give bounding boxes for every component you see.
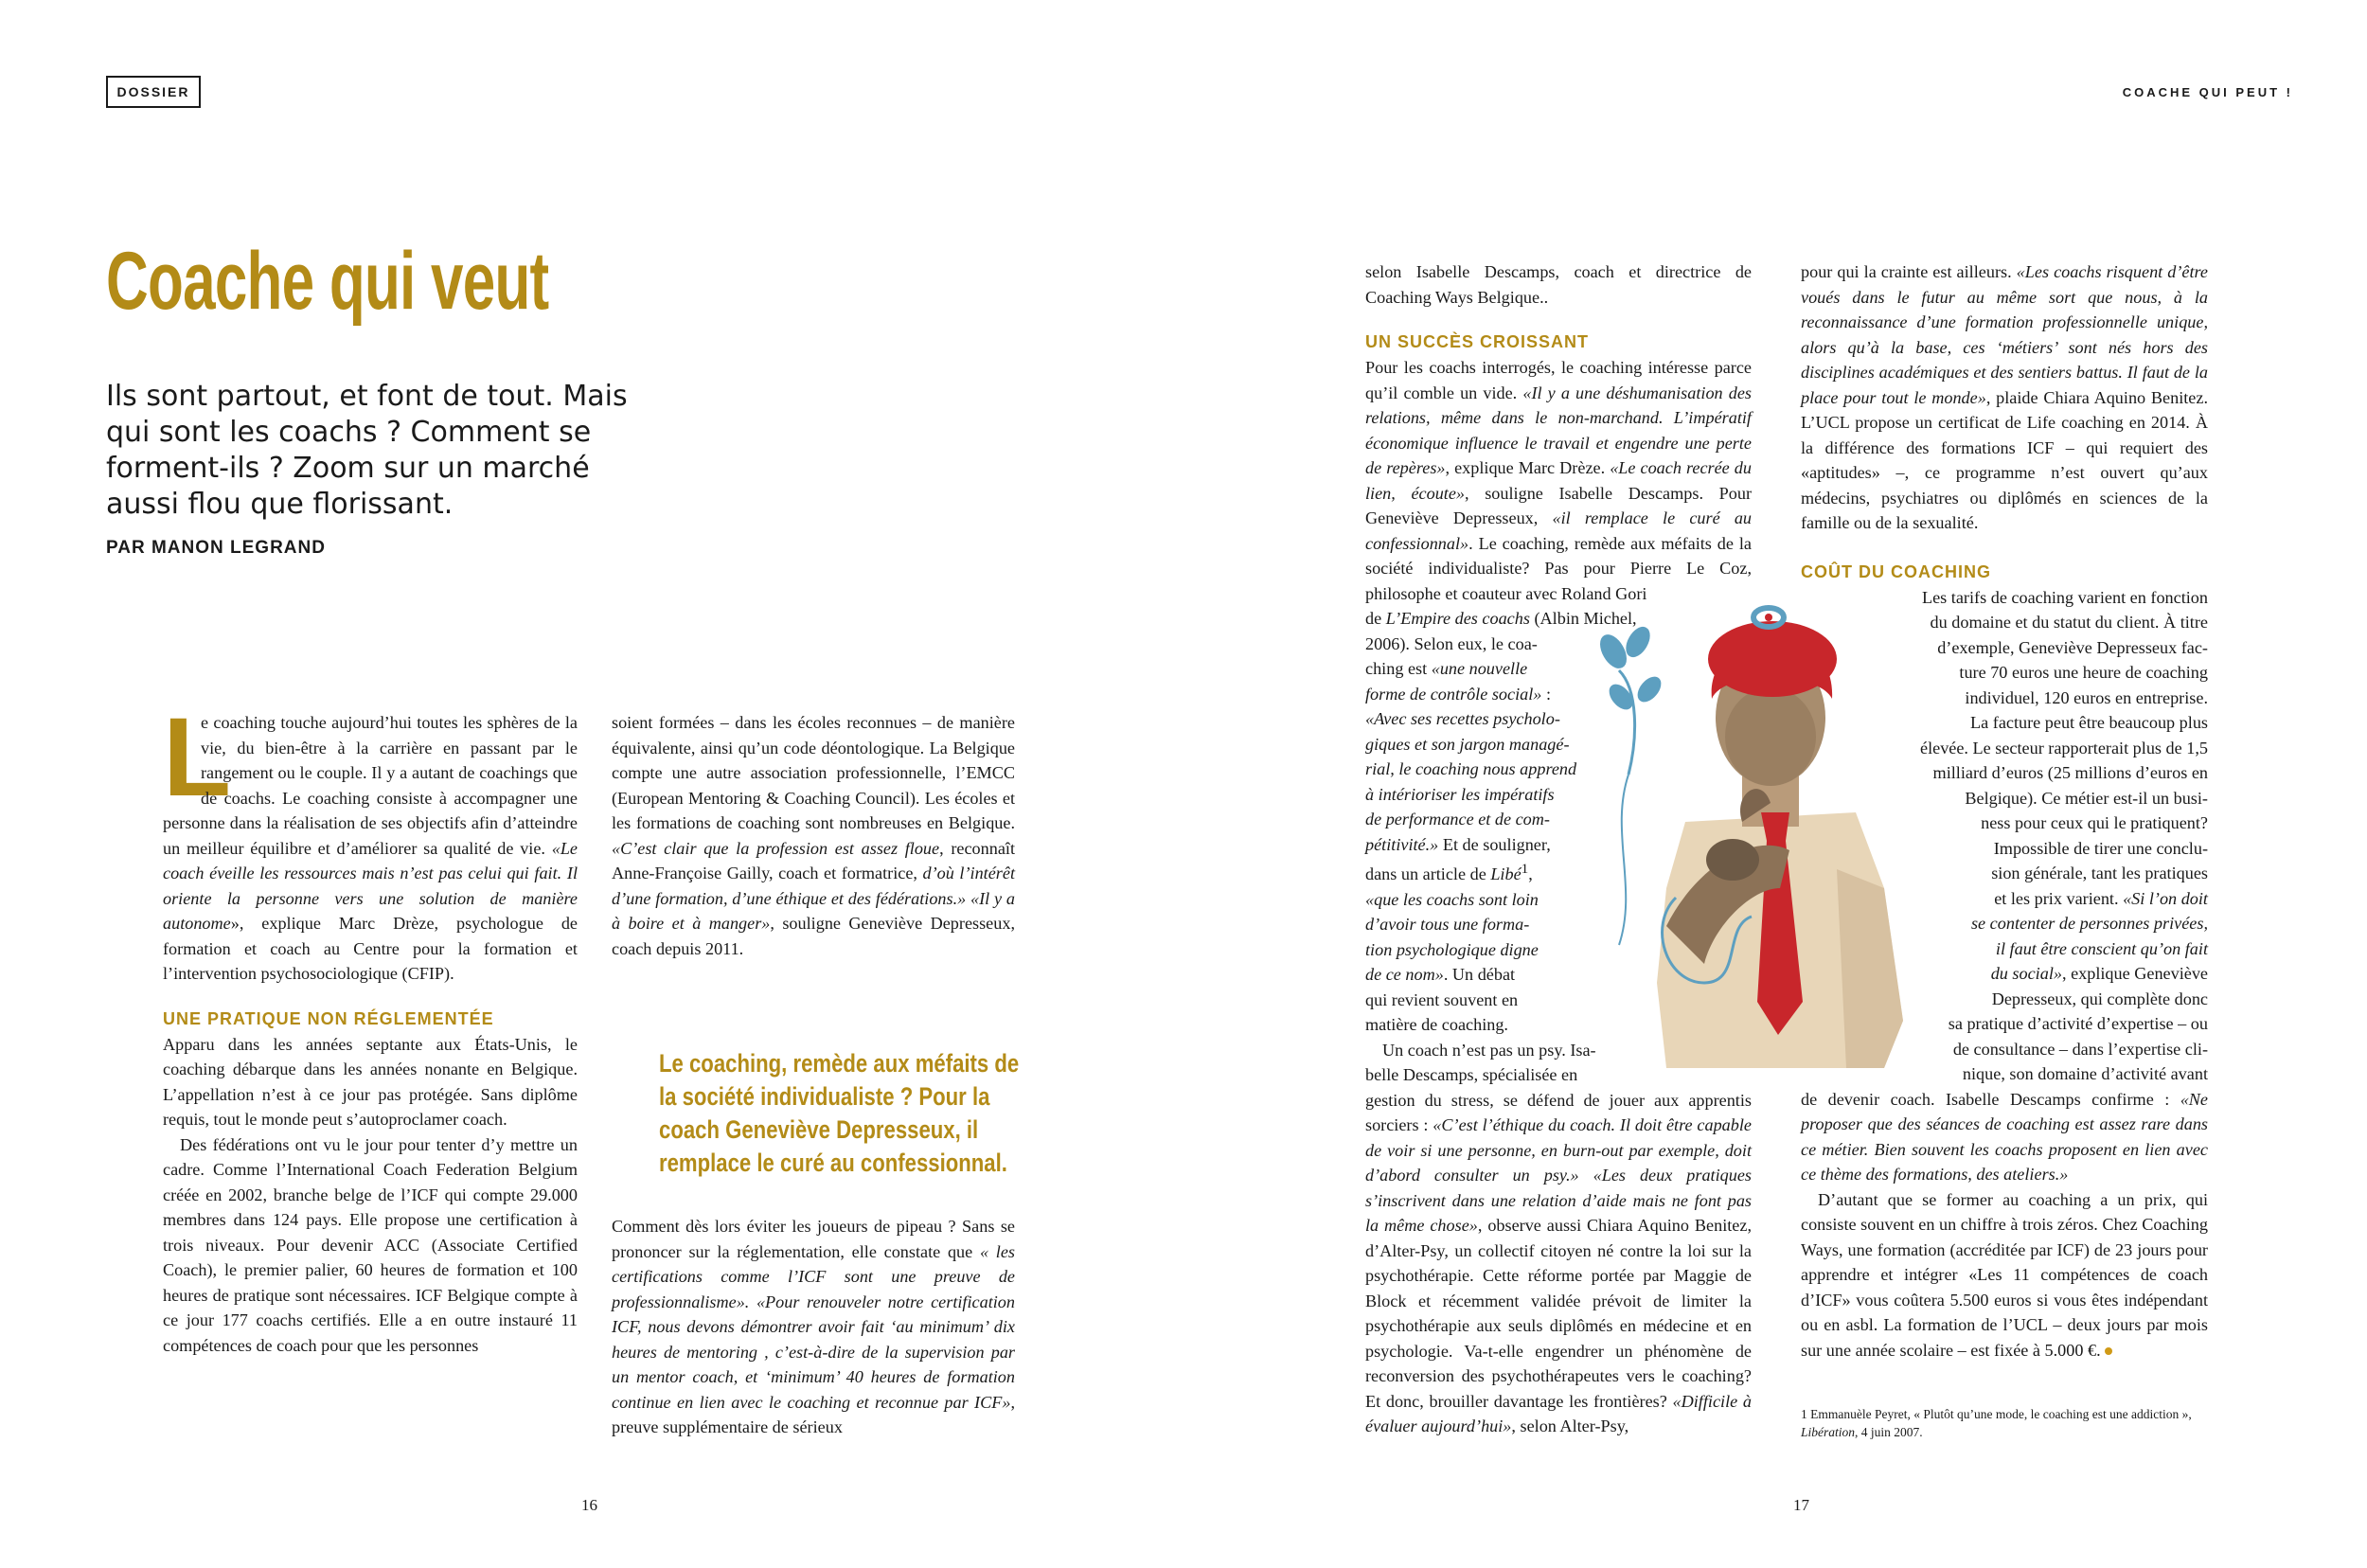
paragraph: pour qui la crainte est ailleurs. «Les coachs risquent d’être voués dans le futur au même sort que nous, à la reconnaissance d’une formation professionnelle unique, alors qu’à la base, ces ‘métiers’ sont nés hors des disciplines académiques et des sentiers battus. Il faut de la place pour tout le monde», plaide Chiara Aquino Benitez. L’UCL propose un certificat de Life coaching en 2014. À la différence des formations ICF – qui requiert des «aptitudes» –, ce programme n’est ouvert qu’aux médecins, psychiatres ou diplômés en sciences de la famille ou de la sexualité. [1801, 262, 2209, 532]
blue-plant-icon [1600, 625, 1664, 945]
footnote-source: Libération [1801, 1425, 1856, 1439]
paragraph: Comment dès lors éviter les joueurs de pipeau ? Sans se prononcer sur la réglementation, elle constate que « les certifications comme l’ICF sont une preuve de professionnalisme». «Pour renouveler notre certification ICF, nous devons démontrer avoir fait ‘au minimum’ dix heures de mentoring , c’est-à-dire de la supervision par un mentor coach, et ‘minimum’ 40 heures de formation continue en lien avec le coaching et reconnue par ICF», preuve supplémentaire de sérieux [612, 1217, 1015, 1436]
footnote-number: 1 [1801, 1407, 1807, 1421]
paragraph: D’autant que se former au coaching a un prix, qui consiste souvent en un chiffre à trois zéros. Chez Coaching Ways, une formation (accréditée par ICF) de 23 jours pour apprendre et intégrer «Les 11 compétences de coach d’ICF» vous coûtera 5.500 euros si vous êtes indépendant ou en asbl. La formation de l’UCL – deux jours par mois sur une année scolaire – est fixée à 5.000 €. [1801, 1189, 2208, 1360]
pull-quote: Le coaching, remède aux méfaits de la société individualiste ? Pour la coach Geneviève Depresseux, il remplace le curé au confessionnal. [659, 1049, 1020, 1177]
paragraph: soient formées – dans les écoles reconnues – de manière équivalente, ainsi qu’un code déontologique. La Belgique compte une autre association professionnelle, l’EMCC (European Mentoring & Coaching Council). Les écoles et les formations de coaching sont nombreuses en Belgique. «C’est clair que la profession est assez floue, reconnaît Anne-Françoise Gailly, coach et formatrice, d’où l’intérêt d’une formation, d’une éthique et des fédérations.» «Il y a à boire et à manger», souligne Geneviève Depresseux, coach depuis 2011. [612, 713, 1015, 958]
paragraph: de devenir coach. Isabelle Descamps confirme : «Ne proposer que des séances de coaching est assez rare dans ce métier. Bien souvent les coachs proposent en lien avec ce thème des formations, des ateliers.» [1801, 1089, 2208, 1184]
intro-paragraph: L e coaching touche aujourd’hui toutes les sphères de la vie, du bien-être à la carrière en passant par le rangement ou le couple. Il y a autant de coachings que de coachs. Le coaching consiste à accompagner une personne dans la réalisation de ses objectifs afin d’atteindre un meilleur équilibre et d’améliorer sa qualité de vie. «Le coach éveille les ressources mais n’est pas celui qui fait. Il oriente la personne vers une solution de manière autonome», explique Marc Drèze, psychologue de formation et coach au Centre pour la formation et l’intervention psychosociologique (CFIP). [163, 695, 578, 983]
column-2-top [612, 710, 1015, 961]
page-number-right: 17 [1793, 1496, 1809, 1514]
byline: PAR MANON LEGRAND [106, 538, 326, 558]
article-title: Coache qui veut [106, 236, 549, 327]
drop-cap: L [163, 695, 232, 820]
running-head: COACHE QUI PEUT ! [2122, 85, 2293, 99]
end-mark-icon [2105, 1347, 2112, 1355]
section-tag: DOSSIER [106, 76, 201, 108]
paragraph: Un coach n’est pas un psy. Isa- belle Descamps, spécialisée en gestion du stress, se défend de jouer aux apprentis sorciers : «C’est l’éthique du coach. Il doit être capable de voir si une personne, en burn-out par exemple, doit d’abord consulter un psy.» «Les deux pratiques s’inscrivent dans une relation d’aide mais ne font pas la même chose», observe aussi Chiara Aquino Benitez, d’Alter-Psy, un collectif citoyen né contre la loi sur la psychothérapie. Cette réforme portée par Maggie de Block et récemment validée prévoit de limiter la psychothérapie aux seuls diplômés en médecine et en psychologie. Va-t-elle engendrer un phénomène de reconversion des psychothérapeutes vers le coaching? Et donc, brouiller davantage les frontières? «Difficile à évaluer aujourd’hui», selon Alter-Psy, [1365, 1040, 1752, 1436]
paragraph: selon Isabelle Descamps, coach et directrice de Coaching Ways Belgique.. [1365, 262, 1752, 307]
footnote-title: « Plutôt qu’une mode, le coaching est une addiction », [1913, 1407, 2192, 1421]
footnote-date: , 4 juin 2007. [1855, 1425, 1923, 1439]
wrapped-text-block [1801, 585, 2208, 1087]
column-1 [163, 695, 578, 1358]
article-lead: Ils sont partout, et font de tout. Mais qui sont les coachs ? Comment se forment-ils ? Zoom sur un marché aussi flou que florissant. [106, 380, 628, 521]
paragraph: Apparu dans les années septante aux États-Unis, le coaching débarque dans les années nonante en Belgique. L’appellation n’est à ce jour pas protégée. Sans diplôme requis, tout le monde peut s’autoproclamer coach. [163, 1034, 578, 1129]
footnote-author: Emmanuèle Peyret, [1810, 1407, 1911, 1421]
page-number-left: 16 [581, 1496, 597, 1514]
paragraph: Pour les coachs interrogés, le coaching intéresse parce qu’il comble un vide. «Il y a une déshumanisation des relations, même dans le non-marchand. L’impératif économique influence le travail et engendre une perte de repères», explique Marc Drèze. «Le coach recrée du lien, écoute», souligne Isabelle Descamps. Pour Geneviève Depresseux, «il remplace le curé au confessionnal». Le coaching, remède aux méfaits de la société individualiste? Pas pour Pierre Le Coz, philosophe et coauteur avec Roland Gori de L’Empire des coachs (Albin Michel, 2006). Selon eux, le coa- ching est «une nouvelle forme de contrôle social» : «Avec ses recettes psycholo- giques et son jargon managé- rial, le coaching nous apprend à intérioriser les impératifs de performance et de com- pétitivité.» Et de souligner, dans un article de Libé$^1$, «que les coachs sont loin d’avoir tous une forma- tion psychologique digne de ce nom». Un débat qui revient souvent en matière de coaching. [1365, 358, 1753, 1035]
column-2-bottom [612, 1214, 1015, 1440]
subhead-pratique: UNE PRATIQUE NON RÉGLEMENTÉE [163, 1008, 494, 1028]
column-4 [1801, 259, 2208, 1363]
subhead-cout: COÛT DU COACHING [1801, 561, 1991, 581]
paragraph: Les tarifs de coaching varient en fonction du domaine et du statut du client. À titre d’exemple, Geneviève Depresseux fac- ture 70 euros une heure de coaching individuel, 120 euros en entreprise. La facture peut être beaucoup plus élevée. Le secteur rapporterait plus de 1,5 milliard d’euros (25 millions d’euros en Belgique). Ce métier est-il un busi- ness pour ceux qui le pratiquent? Impossible de tirer une conclu- sion générale, tant les pratiques et les prix varient. «Si l’on doit se contenter de personnes privées, il faut être conscient qu’on fait du social», explique Geneviève Depresseux, qui complète donc sa pratique d’activité d’expertise – ou de consultance – dans l’expertise cli- nique, son domaine d’activité avant [1920, 587, 2208, 1083]
subhead-succes: UN SUCCÈS CROISSANT [1365, 332, 1590, 351]
paragraph: Des fédérations ont vu le jour pour tenter d’y mettre un cadre. Comme l’International Coach Federation Belgium créée en 2002, branche belge de l’ICF qui compte 29.000 membres dans 124 pays. Elle propose une certification à trois niveaux. Pour devenir ACC (Associate Certified Coach), le premier palier, 60 heures de formation et 100 heures de pratique sont nécessaires. ICF Belgique compte à ce jour 177 coachs certifiés. Elle a en outre instauré 11 compétences de coach pour que les personnes [163, 1134, 578, 1355]
footnote [1801, 1405, 2208, 1441]
